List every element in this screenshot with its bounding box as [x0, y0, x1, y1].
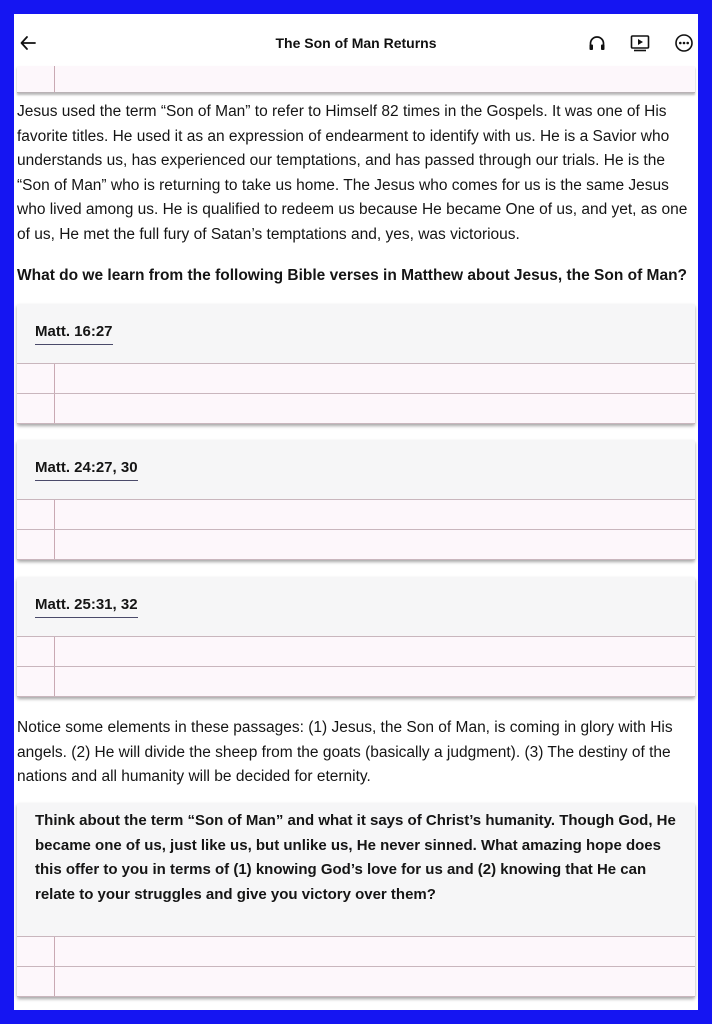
- page-title: The Son of Man Returns: [275, 35, 437, 51]
- margin-rule: [54, 667, 55, 696]
- verse-card-header: [17, 440, 695, 499]
- back-button[interactable]: [14, 29, 42, 57]
- answer-input[interactable]: [59, 396, 689, 421]
- reflection-card: [17, 803, 695, 997]
- answer-line[interactable]: [17, 667, 695, 697]
- answer-lines: [17, 636, 695, 697]
- reflection-prompt: Think about the term “Son of Man” and what it says of Christ’s humanity. Though God, He became one of us, just like us, but unlike us, He never sinned. What amazing hope does this offer to you in terms of (1) knowing God’s love for us and (2) knowing that He can relate to your struggles and give you victory over them?: [35, 812, 676, 903]
- margin-rule: [54, 364, 55, 393]
- answer-line[interactable]: [17, 936, 695, 967]
- more-options-button[interactable]: [671, 30, 697, 56]
- verse-card: [17, 577, 695, 697]
- answer-input[interactable]: [59, 532, 689, 557]
- answer-input[interactable]: [59, 639, 689, 664]
- audio-button[interactable]: [584, 30, 610, 56]
- margin-rule: [54, 66, 55, 92]
- answer-input[interactable]: [59, 502, 689, 527]
- verse-card: [17, 304, 695, 424]
- answer-input[interactable]: [59, 939, 689, 964]
- answer-line[interactable]: [17, 530, 695, 560]
- intro-paragraph: Jesus used the term “Son of Man” to refer to Himself 82 times in the Gospels. It was one of His favorite titles. He used it as an expression of endearment to identify with us. He is a Savior who understands us, has experienced our temptations, and has passed through our trials. He is the “Son of Man” who is returning to take us home. The Jesus who comes for us is the same Jesus who lived among us. He is qualified to redeem us because He became One of us, and yet, as one of us, He met the full fury of Satan’s temptations and, yes, was victorious.: [17, 103, 688, 243]
- answer-line[interactable]: [17, 363, 695, 394]
- headphones-icon: [587, 33, 607, 53]
- verse-card-header: [17, 577, 695, 636]
- notice-paragraph: Notice some elements in these passages: (1) Jesus, the Son of Man, is coming in glory with His angels. (2) He will divide the sheep from the goats (basically a judgment). (3) The destiny of the nations and all humanity will be decided for eternity.: [17, 719, 673, 785]
- verse-link[interactable]: Matt. 16:27: [35, 323, 113, 345]
- app-frame: [14, 14, 698, 1010]
- answer-lines: [17, 936, 695, 997]
- previous-note-lines[interactable]: [17, 66, 695, 93]
- reflection-card-header: [17, 803, 695, 936]
- answer-input[interactable]: [59, 969, 689, 994]
- answer-line[interactable]: [17, 967, 695, 997]
- margin-rule: [54, 394, 55, 423]
- answer-lines: [17, 499, 695, 560]
- arrow-left-icon: [19, 34, 37, 52]
- margin-rule: [54, 967, 55, 996]
- margin-rule: [54, 937, 55, 966]
- verse-link[interactable]: Matt. 25:31, 32: [35, 596, 138, 618]
- verse-link[interactable]: Matt. 24:27, 30: [35, 459, 138, 481]
- answer-input[interactable]: [59, 366, 689, 391]
- top-app-bar: [14, 20, 698, 66]
- verse-card: [17, 440, 695, 560]
- answer-line[interactable]: [17, 636, 695, 667]
- margin-rule: [54, 530, 55, 559]
- verse-card-header: [17, 304, 695, 363]
- study-question: What do we learn from the following Bible verses in Matthew about Jesus, the Son of Man?: [17, 267, 688, 284]
- answer-line[interactable]: [17, 394, 695, 424]
- margin-rule: [54, 637, 55, 666]
- video-play-icon: [630, 33, 650, 53]
- margin-rule: [54, 500, 55, 529]
- video-button[interactable]: [627, 30, 653, 56]
- answer-input[interactable]: [59, 669, 689, 694]
- more-options-icon: [674, 33, 694, 53]
- answer-line[interactable]: [17, 499, 695, 530]
- answer-lines: [17, 363, 695, 424]
